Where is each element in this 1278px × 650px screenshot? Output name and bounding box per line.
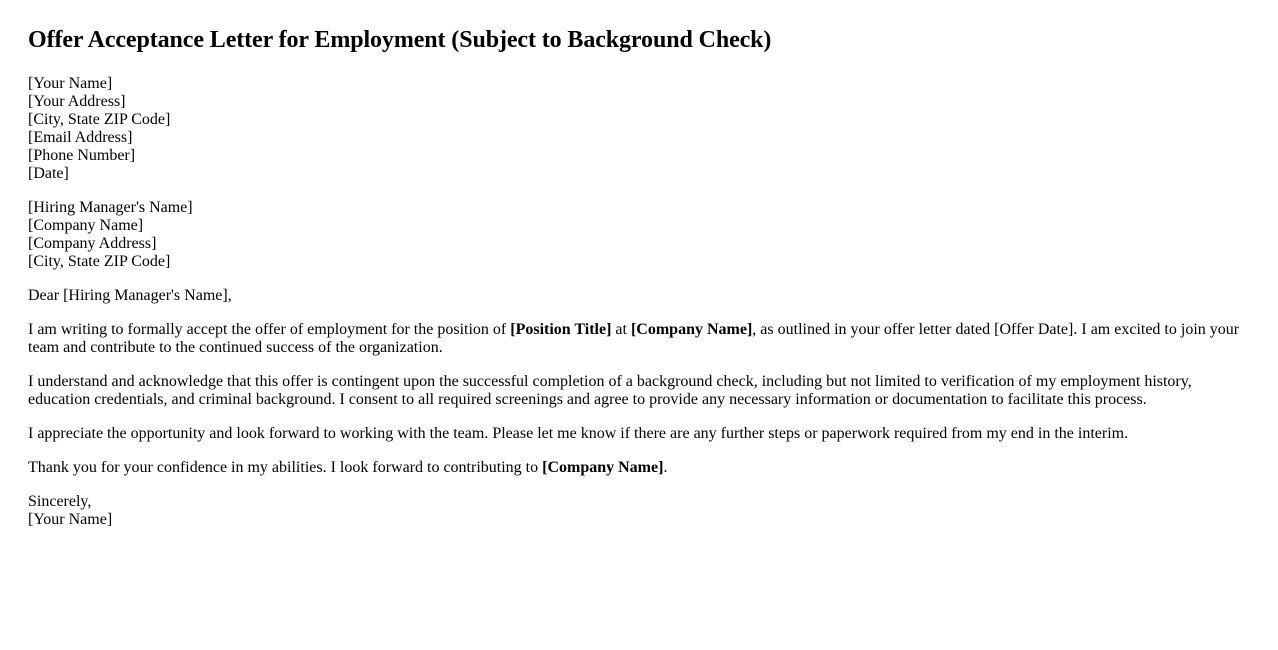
paragraph-thanks-text-1: Thank you for your confidence in my abilities. I look forward to contributing to	[28, 459, 543, 476]
recipient-company-address: [Company Address]	[28, 235, 157, 252]
company-name-bold: [Company Name]	[630, 321, 753, 338]
paragraph-acceptance-text-1: I am writing to formally accept the offer of employment for the position of	[28, 321, 511, 338]
company-name-bold-closing: [Company Name]	[542, 459, 664, 476]
sender-name: [Your Name]	[28, 75, 113, 92]
paragraph-background-check: I understand and acknowledge that this offer is contingent upon the successful completion of a background check, including but not limited to verification of my employment history, education credentials, and criminal background. I consent to all required screenings and agree to provide any necessary information or documentation to facilitate this process.	[28, 373, 1192, 408]
page-title: Offer Acceptance Letter for Employment (Subject to Background Check)	[28, 27, 772, 53]
salutation: Dear [Hiring Manager's Name],	[28, 287, 232, 304]
sender-phone: [Phone Number]	[28, 147, 136, 164]
recipient-company-name: [Company Name]	[28, 217, 144, 234]
sender-city-state-zip: [City, State ZIP Code]	[28, 111, 171, 128]
sender-email: [Email Address]	[28, 129, 133, 146]
paragraph-thanks-text-2: .	[663, 459, 668, 476]
paragraph-acceptance-text-2: at	[611, 321, 631, 338]
paragraph-thanks	[28, 459, 1250, 477]
paragraph-acceptance	[28, 321, 1250, 357]
sender-address: [Your Address]	[28, 93, 126, 110]
paragraph-appreciation: I appreciate the opportunity and look forward to working with the team. Please let me know if there are any further steps or paperwork required from my end in the interim.	[28, 425, 1129, 442]
sender-address-block	[28, 75, 1250, 183]
letter-date: [Date]	[28, 165, 69, 182]
paragraph-acceptance-text-3: , as outlined in your offer letter dated [Offer Date]. I am excited to join your team and contribute to the continued success of the organization.	[28, 321, 1240, 356]
sign-off: Sincerely,	[28, 493, 92, 510]
signature-name: [Your Name]	[28, 511, 113, 528]
recipient-address-block	[28, 199, 1250, 271]
recipient-manager-name: [Hiring Manager's Name]	[28, 199, 193, 216]
recipient-city-state-zip: [City, State ZIP Code]	[28, 253, 171, 270]
closing-block	[28, 493, 1250, 529]
position-title-bold: [Position Title]	[510, 321, 612, 338]
